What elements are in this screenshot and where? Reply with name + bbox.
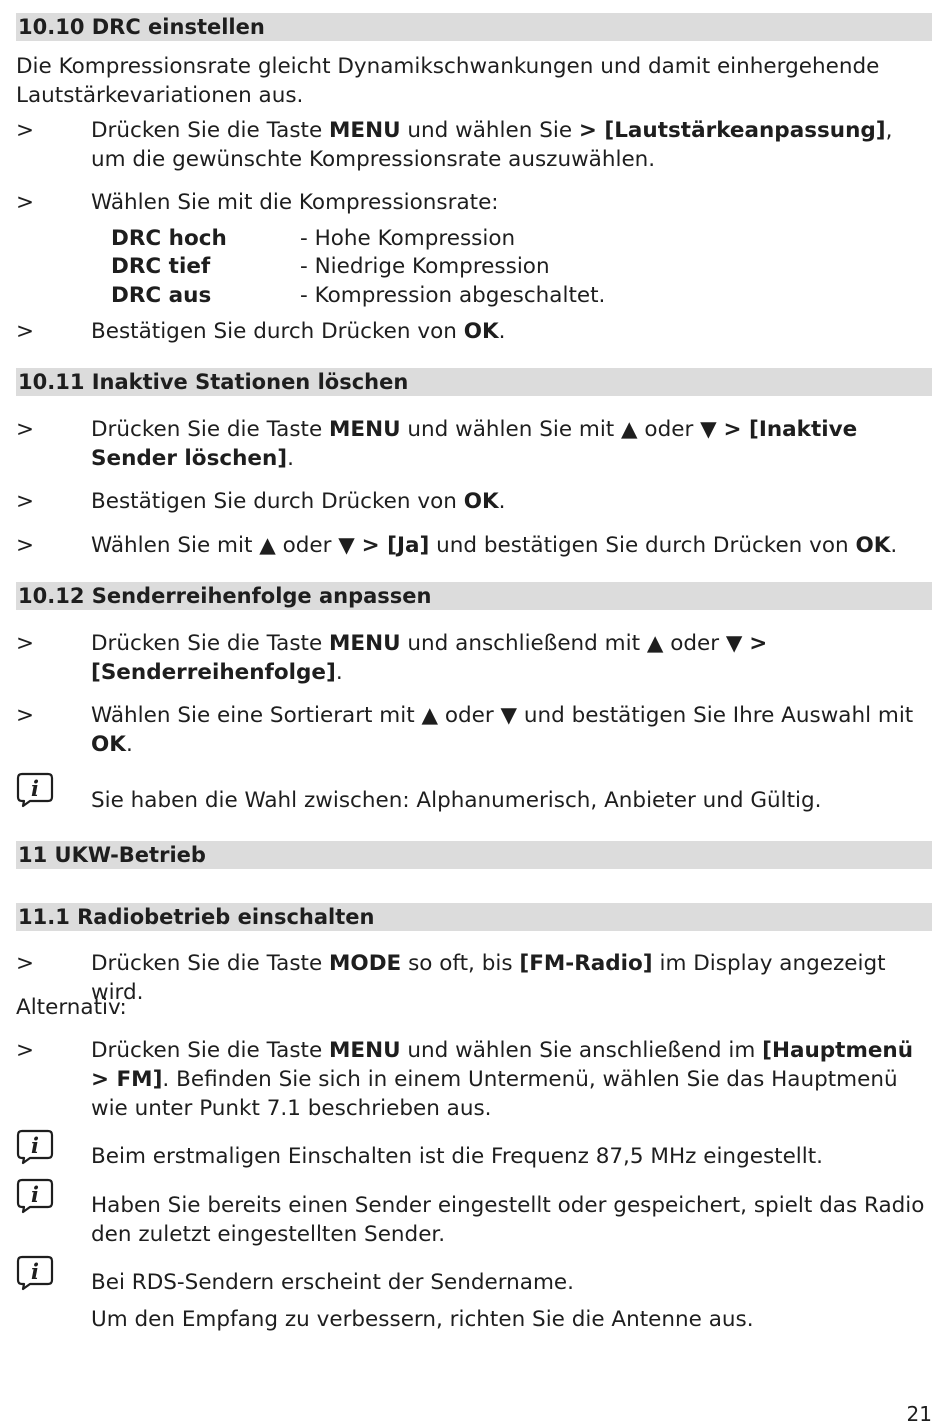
page-number: 21 [906,1402,932,1426]
step-text: Drücken Sie die Taste MENU und anschließend mit ▲ oder ▼ > [Senderreihenfolge]. [91,631,768,685]
info-note-text [91,1268,932,1334]
step-text: Drücken Sie die Taste MENU und wählen Sie mit ▲ oder ▼ > [Inaktive Sender löschen]. [91,417,858,471]
drc-option-desc: - Hohe Kompression [300,226,516,251]
svg-text:i: i [31,776,39,801]
step-text: Drücken Sie die Taste MENU und wählen Sie anschließend im [Hauptmenü > FM]. Befinden Sie sich in einem Untermenü, wählen Sie das Hauptmenü wie unter Punkt 7.1 beschrieben aus. [91,1038,914,1121]
step-marker: > [16,190,35,215]
drc-option-key: DRC hoch [111,226,227,251]
step-marker: > [16,1038,35,1063]
step-text: Wählen Sie eine Sortierart mit ▲ oder ▼ und bestätigen Sie Ihre Auswahl mit OK. [91,703,914,757]
drc-option-key: DRC tief [111,254,211,279]
step-marker: > [16,703,35,728]
section-heading-10-10: 10.10 DRC einstellen [16,13,932,41]
info-note-text: Sie haben die Wahl zwischen: Alphanumerisch, Anbieter und Gültig. [91,788,822,813]
info-note-text: Beim erstmaligen Einschalten ist die Frequenz 87,5 MHz eingestellt. [91,1144,824,1169]
info-note-line: Um den Empfang zu verbessern, richten Sie die Antenne aus. [91,1307,754,1332]
step-marker: > [16,319,35,344]
step-marker: > [16,533,35,558]
svg-text:i: i [31,1259,39,1284]
step-text: Wählen Sie mit ▲ oder ▼ > [Ja] und bestätigen Sie durch Drücken von OK. [91,533,898,558]
step-marker: > [16,489,35,514]
intro-paragraph: Die Kompressionsrate gleicht Dynamikschwankungen und damit einhergehende Lautstärkevariationen aus. [16,54,880,108]
step-text: Bestätigen Sie durch Drücken von OK. [91,319,506,344]
info-icon [16,1178,54,1214]
info-note-text: Haben Sie bereits einen Sender eingestellt oder gespeichert, spielt das Radio den zuletzt eingestellten Sender. [91,1193,925,1247]
drc-option-desc: - Kompression abgeschaltet. [300,283,606,308]
step-marker: > [16,118,35,143]
step-text: Drücken Sie die Taste MENU und wählen Sie > [Lautstärkeanpassung], um die gewünschte Kompressionsrate auszuwählen. [91,118,893,172]
info-icon [16,772,54,808]
step-text: Drücken Sie die Taste MODE so oft, bis [FM-Radio] im Display angezeigt wird. [91,951,886,1005]
section-heading-11-1: 11.1 Radiobetrieb einschalten [16,903,932,931]
drc-option-key: DRC aus [111,283,212,308]
info-icon [16,1129,54,1165]
svg-text:i: i [31,1182,39,1207]
step-text: Wählen Sie mit die Kompressionsrate: [91,190,499,215]
info-note-line: Bei RDS-Sendern erscheint der Sendername. [91,1270,574,1295]
step-marker: > [16,631,35,656]
step-marker: > [16,417,35,442]
section-heading-10-12: 10.12 Senderreihenfolge anpassen [16,582,932,610]
step-marker: > [16,951,35,976]
section-heading-10-11: 10.11 Inaktive Stationen löschen [16,368,932,396]
alternative-label: Alternativ: [16,995,127,1020]
info-icon [16,1255,54,1291]
section-heading-11: 11 UKW-Betrieb [16,841,932,869]
step-text: Bestätigen Sie durch Drücken von OK. [91,489,506,514]
drc-option-desc: - Niedrige Kompression [300,254,550,279]
svg-text:i: i [31,1133,39,1158]
